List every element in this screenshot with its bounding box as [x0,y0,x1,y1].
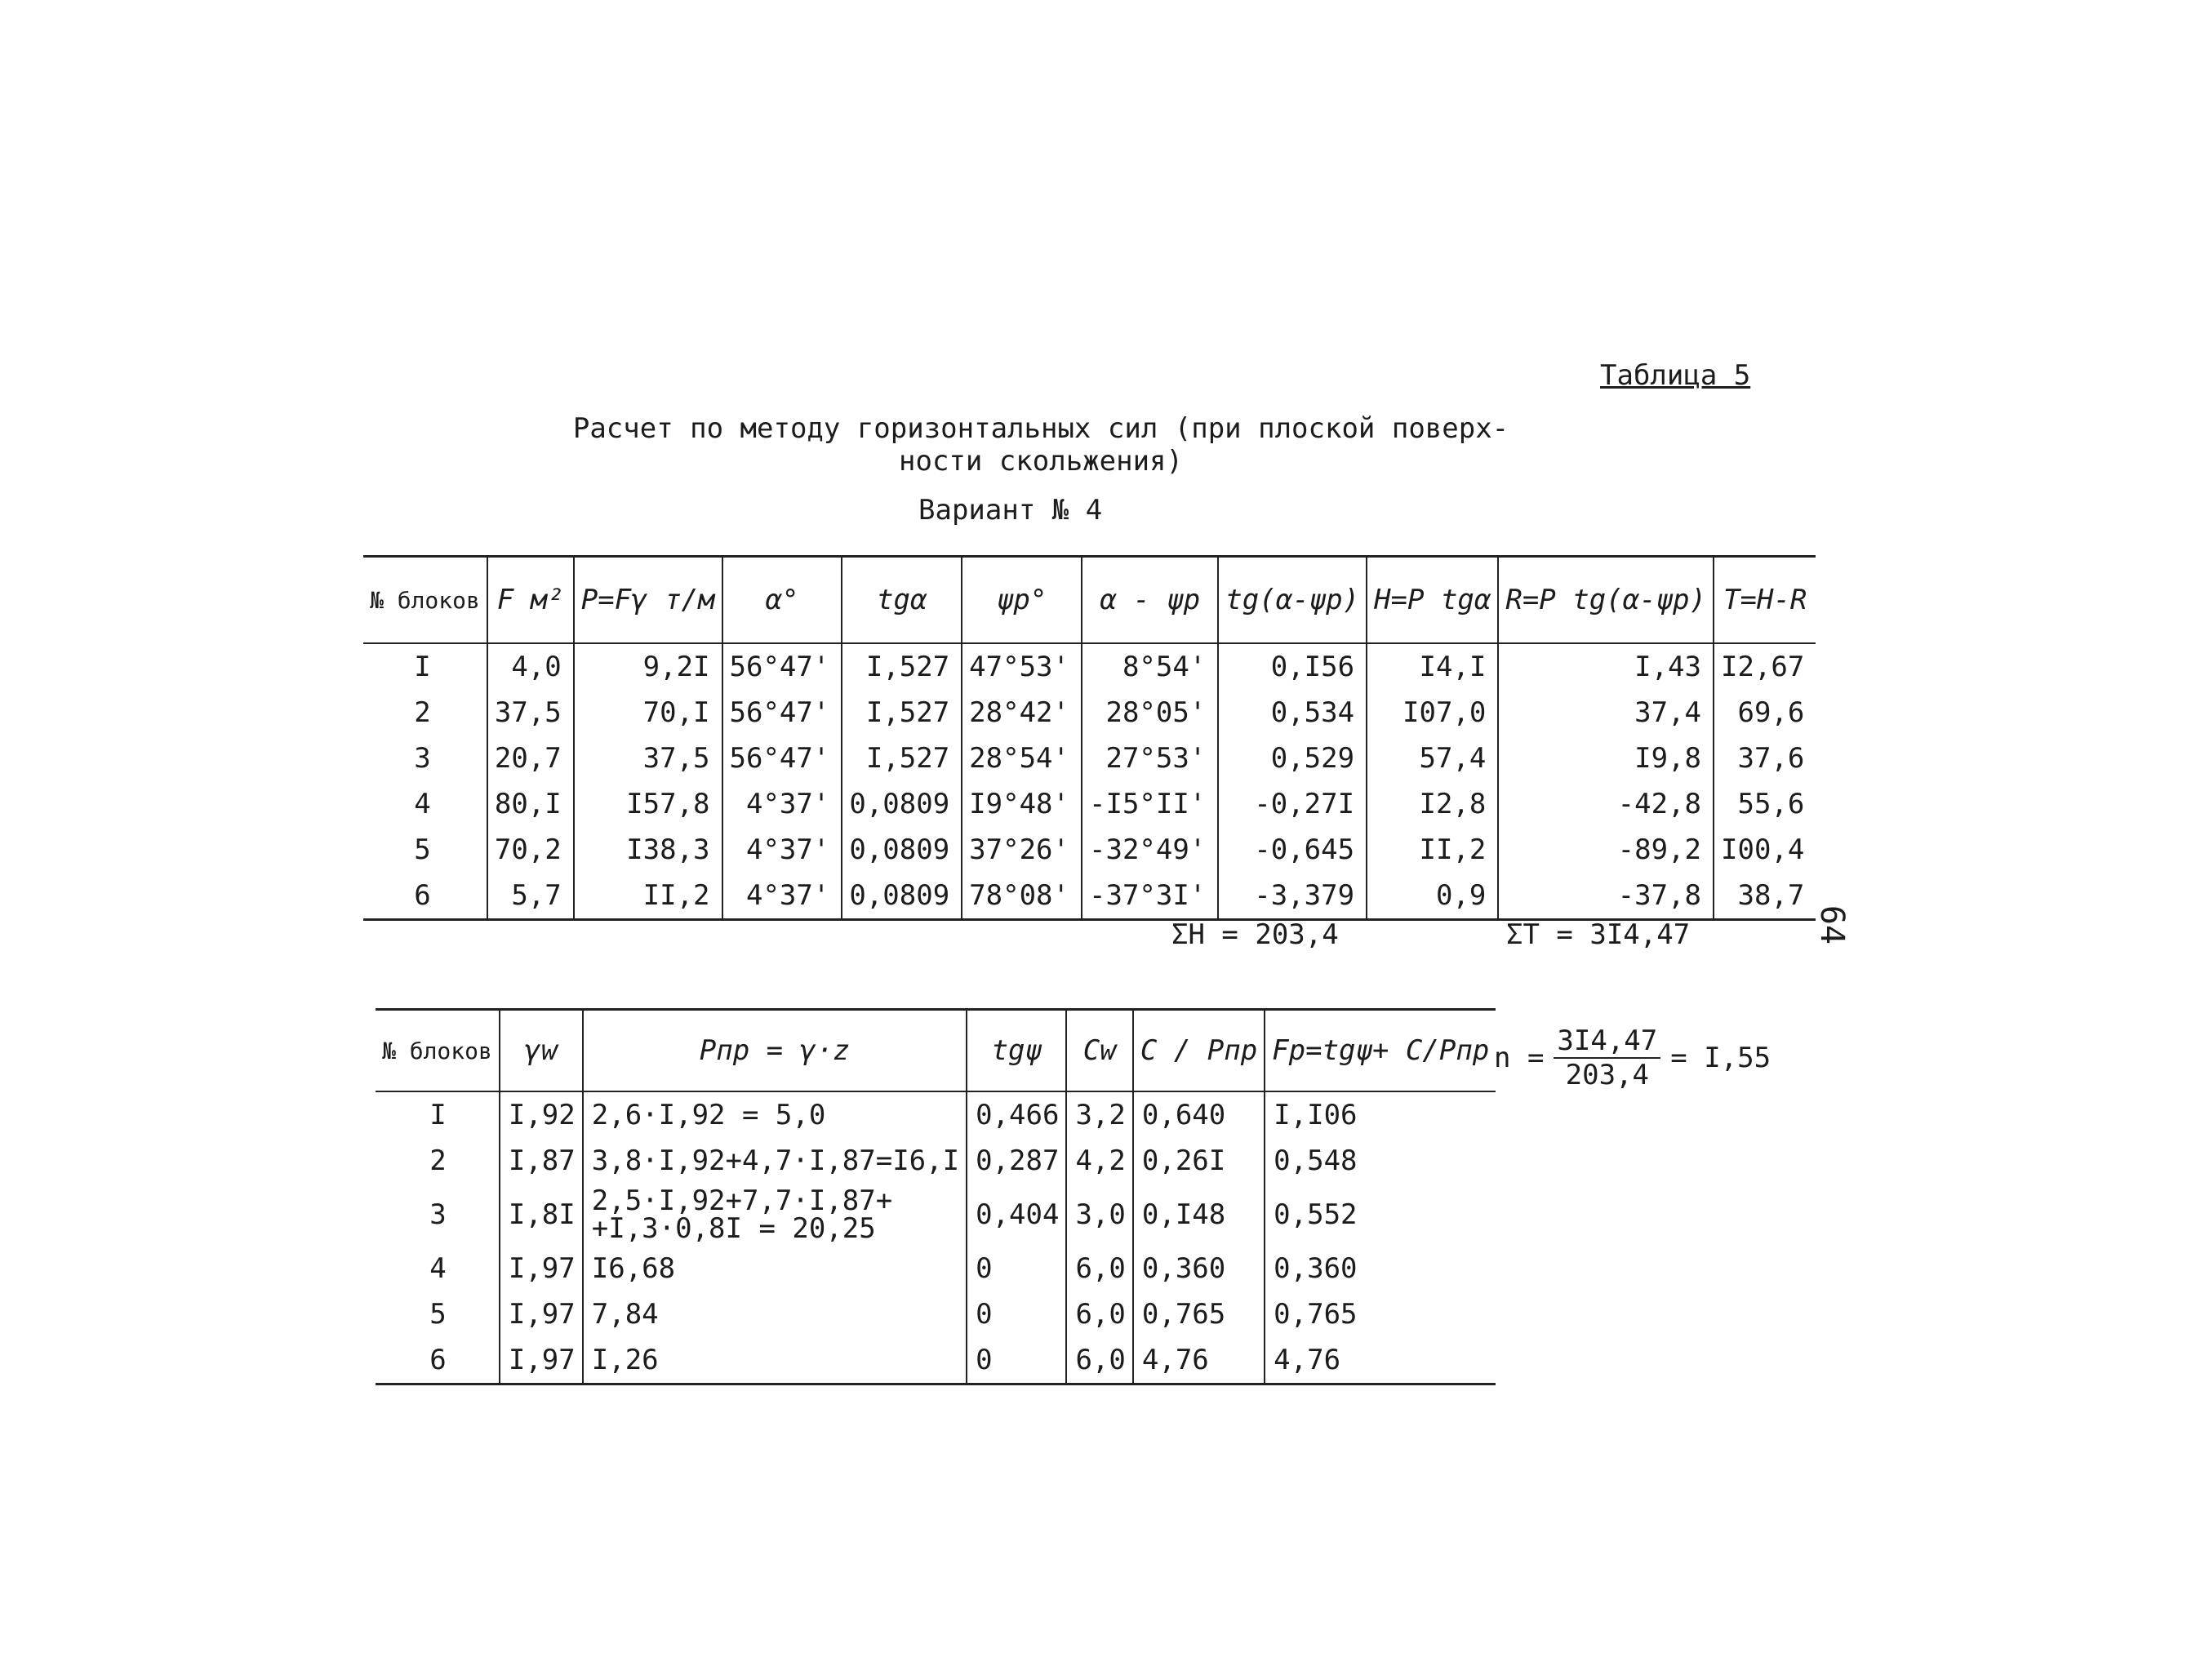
table-cell: I9,8 [1498,736,1714,781]
table-cell: I,527 [842,643,962,690]
horizontal-forces-table [363,555,1816,921]
table-cell: 3 [414,742,431,775]
table-cell: I,92 [500,1091,583,1138]
table-cell: I,97 [500,1291,583,1337]
table-cell: 6,0 [1066,1337,1132,1384]
table-cell: 20,7 [487,736,574,781]
table-cell: I,I06 [1265,1091,1496,1138]
table-cell: 70,2 [487,827,574,873]
table-cell: -37,8 [1498,873,1714,920]
table-cell: 28°42' [962,690,1082,736]
table-cell: I57,8 [574,781,722,827]
col-header: P=Fγ т/м [574,557,722,644]
table-cell: I4,I [1367,643,1498,690]
table-cell: I [429,1099,447,1131]
table-cell: 0,26I [1133,1138,1265,1184]
table-row [376,1184,1496,1246]
table-cell: 3 [429,1198,447,1231]
table-row [376,1138,1496,1184]
table-cell: 3,2 [1066,1091,1132,1138]
table-cell: I,43 [1498,643,1714,690]
table-cell: 4°37' [722,873,842,920]
table-cell: 38,7 [1714,873,1816,920]
table-row [376,1291,1496,1337]
col-header: tgψ [967,1010,1066,1092]
table-cell: 0,9 [1367,873,1498,920]
table-cell: I07,0 [1367,690,1498,736]
formula-fraction [1554,1024,1660,1091]
table-cell: -37°3I' [1082,873,1218,920]
table-cell: I,26 [583,1337,967,1384]
sum-t-total: ΣT = 3I4,47 [1506,918,1691,951]
table-cell: 4,76 [1265,1337,1496,1384]
formula-lhs: n = [1494,1042,1545,1074]
table-cell: 28°05' [1082,690,1218,736]
table-cell: I,8I [500,1184,583,1246]
table-cell: II,2 [1367,827,1498,873]
table-row [363,781,1816,827]
table-cell: I,87 [500,1138,583,1184]
table-row [363,827,1816,873]
sum-h-total: ΣH = 203,4 [1171,918,1339,951]
table-header-row [363,557,1816,644]
table-cell: I38,3 [574,827,722,873]
friction-cohesion-table [376,1008,1496,1385]
col-header: C / Pпр [1133,1010,1265,1092]
table-cell: I9°48' [962,781,1082,827]
table-cell: 5,7 [487,873,574,920]
table-cell: 0,640 [1133,1091,1265,1138]
col-header: T=H-R [1714,557,1816,644]
table-cell: 6 [429,1344,447,1376]
table-cell: 0,548 [1265,1138,1496,1184]
table-row [376,1091,1496,1138]
table-header-row [376,1010,1496,1092]
table-cell: 56°47' [722,736,842,781]
table-cell: 0,404 [967,1184,1066,1246]
table-cell: 9,2I [574,643,722,690]
table-cell: 0,0809 [842,873,962,920]
table-cell: 0 [967,1337,1066,1384]
table-cell: 56°47' [722,690,842,736]
table-cell: 2 [414,696,431,729]
table-cell: 37,4 [1498,690,1714,736]
col-header: γw [500,1010,583,1092]
col-header: H=P tgα [1367,557,1498,644]
table-cell: -89,2 [1498,827,1714,873]
table-cell: 2,6·I,92 = 5,0 [583,1091,967,1138]
table-cell: I2,8 [1367,781,1498,827]
table-cell: 0,765 [1265,1291,1496,1337]
table-cell: 2 [429,1144,447,1177]
table-cell: I,97 [500,1246,583,1291]
table-cell: 0 [967,1291,1066,1337]
table-cell: 8°54' [1082,643,1218,690]
table-cell: I6,68 [583,1246,967,1291]
formula-denominator: 203,4 [1565,1059,1650,1091]
document-title: Расчет по методу горизонтальных сил (при плоской поверх- ности скольжения) [572,412,1509,478]
col-header: α° [722,557,842,644]
table-cell: 47°53' [962,643,1082,690]
table-row [363,736,1816,781]
table-cell: 3,0 [1066,1184,1132,1246]
col-header: tgα [842,557,962,644]
table-row [363,690,1816,736]
table-cell: 4°37' [722,827,842,873]
table-cell: 4 [414,788,431,820]
safety-factor-formula [1494,1024,1771,1091]
table-row [363,873,1816,920]
table-row [376,1337,1496,1384]
table-cell: 4 [429,1252,447,1285]
table-cell: I,97 [500,1337,583,1384]
table-cell: -0,645 [1218,827,1367,873]
table-cell: 37,5 [574,736,722,781]
table-cell: 37,6 [1714,736,1816,781]
formula-numerator: 3I4,47 [1554,1024,1660,1059]
table-cell: 6,0 [1066,1291,1132,1337]
table-cell: 0,360 [1265,1246,1496,1291]
table-cell: 37°26' [962,827,1082,873]
table-cell: 0,0809 [842,781,962,827]
table-cell: -0,27I [1218,781,1367,827]
table-cell: 0,534 [1218,690,1367,736]
table-cell: 69,6 [1714,690,1816,736]
table-cell: 4,0 [487,643,574,690]
table-cell: 80,I [487,781,574,827]
table-cell: 0,466 [967,1091,1066,1138]
table-cell: 0,I48 [1133,1184,1265,1246]
table-number-label: Таблица 5 [1600,359,1751,392]
col-header: R=P tg(α-ψp) [1498,557,1714,644]
table-cell: 0,529 [1218,736,1367,781]
table-cell: 0,287 [967,1138,1066,1184]
table-cell: 7,84 [583,1291,967,1337]
table-cell: 0,360 [1133,1246,1265,1291]
table-cell: 78°08' [962,873,1082,920]
table-cell: 27°53' [1082,736,1218,781]
page-number: 64 [1813,904,1851,945]
table-cell: 0,552 [1265,1184,1496,1246]
table-cell: 0,I56 [1218,643,1367,690]
table-row [363,643,1816,690]
col-header: F м² [487,557,574,644]
table-cell: 0,765 [1133,1291,1265,1337]
table-cell: I,527 [842,690,962,736]
table-cell: I,527 [842,736,962,781]
table-cell: I [414,651,431,683]
table-cell: 70,I [574,690,722,736]
table-cell: 55,6 [1714,781,1816,827]
table-cell: 4°37' [722,781,842,827]
table-cell: 5 [414,833,431,866]
table-cell: 0,0809 [842,827,962,873]
table-cell: 4,76 [1133,1337,1265,1384]
table-cell: 6 [414,879,431,912]
table-cell: -3,379 [1218,873,1367,920]
col-header: № блоков [376,1010,500,1092]
table-cell: 57,4 [1367,736,1498,781]
table-cell: 6,0 [1066,1246,1132,1291]
table-cell: 3,8·I,92+4,7·I,87=I6,I [583,1138,967,1184]
table-cell: -42,8 [1498,781,1714,827]
table-cell: 5 [429,1298,447,1331]
table-row [376,1246,1496,1291]
table-cell: I00,4 [1714,827,1816,873]
table-cell: 28°54' [962,736,1082,781]
col-header: Cw [1066,1010,1132,1092]
table-cell: -I5°II' [1082,781,1218,827]
col-header: ψp° [962,557,1082,644]
col-header: № блоков [363,557,487,644]
table-cell: 37,5 [487,690,574,736]
variant-label: Вариант № 4 [918,494,1103,527]
table-cell: I2,67 [1714,643,1816,690]
table-cell: II,2 [574,873,722,920]
table-cell: 4,2 [1066,1138,1132,1184]
col-header: tg(α-ψp) [1218,557,1367,644]
table-cell: -32°49' [1082,827,1218,873]
formula-rhs: = I,55 [1670,1042,1771,1074]
col-header: Fp=tgψ+ C/Pпр [1265,1010,1496,1092]
table-cell: 56°47' [722,643,842,690]
table-cell: 2,5·I,92+7,7·I,87+ +I,3·0,8I = 20,25 [583,1184,967,1246]
col-header: Pпр = γ·z [583,1010,967,1092]
table-cell: 0 [967,1246,1066,1291]
col-header: α - ψp [1082,557,1218,644]
